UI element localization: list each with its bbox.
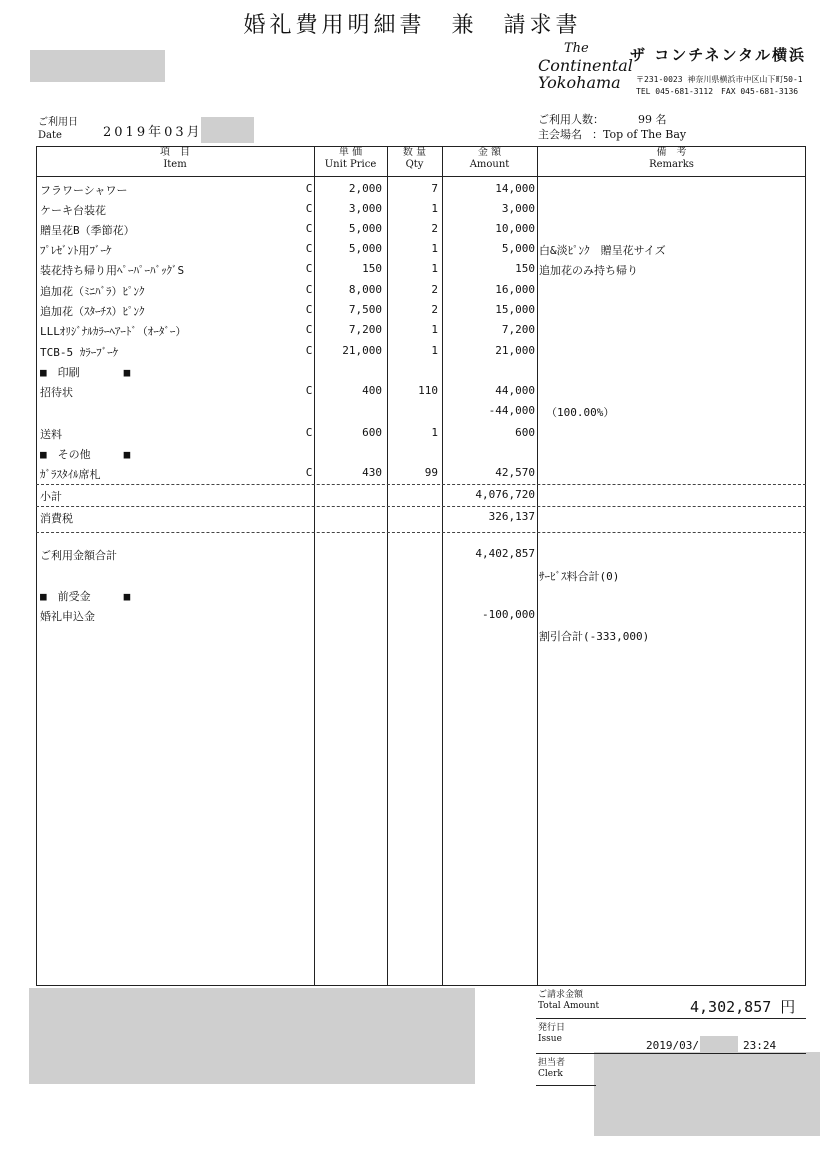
- document-title: 婚礼費用明細書 兼 請求書: [243, 13, 582, 38]
- item-amount: 15,000: [495, 303, 535, 316]
- table-row: [38, 384, 804, 404]
- item-amount: 3,000: [501, 202, 535, 215]
- hotel-logo: [538, 40, 633, 92]
- table-row: [38, 202, 804, 222]
- item-name: 装花持ち帰り用ﾍﾟｰﾊﾟｰﾊﾞｯｸﾞS: [40, 264, 185, 277]
- issue-label: [538, 1023, 565, 1045]
- item-amount: 16,000: [495, 283, 535, 296]
- item-code: C: [305, 242, 313, 255]
- issue-label-jp: 発行日: [538, 1023, 566, 1033]
- guests-value: 99 名: [638, 113, 667, 126]
- logo-the: The: [564, 41, 589, 56]
- logo-yokohama: Yokohama: [538, 73, 621, 92]
- issue-date: 2019/03/: [646, 1039, 699, 1052]
- table-row: [38, 222, 804, 242]
- discount-row: [38, 628, 804, 648]
- subtotal-value: 4,076,720: [475, 488, 535, 501]
- grand-divider: [36, 532, 806, 533]
- header-amount: [442, 147, 537, 171]
- item-code: C: [305, 202, 313, 215]
- grand-total-row: [38, 547, 804, 567]
- tax-row: [38, 510, 804, 530]
- header-qty-jp: 数 量: [402, 147, 427, 158]
- deposit-value: -100,000: [482, 608, 535, 621]
- item-price: 3,000: [348, 202, 382, 215]
- item-price: 430: [362, 466, 382, 479]
- item-amount: 14,000: [495, 182, 535, 195]
- item-qty: 110: [418, 384, 438, 397]
- item-remarks: 追加花のみ持ち帰り: [539, 264, 638, 277]
- item-code: C: [305, 466, 313, 479]
- item-price: 7,200: [348, 323, 382, 336]
- table-row: [38, 262, 804, 282]
- item-qty: 1: [431, 344, 438, 357]
- header-amount-en: Amount: [469, 159, 510, 170]
- total-label-en: Total Amount: [538, 1001, 600, 1011]
- venue-value: ：Top of The Bay: [592, 128, 687, 141]
- section-header-row: [38, 364, 804, 384]
- item-qty: 1: [431, 262, 438, 275]
- item-qty: 2: [431, 283, 438, 296]
- clerk-label-en: Clerk: [538, 1069, 563, 1079]
- redacted-date: [201, 117, 254, 143]
- logo-continental: Continental: [538, 56, 633, 75]
- service-charge-note: ｻｰﾋﾞｽ料合計(0): [539, 570, 620, 583]
- subtotal-label: 小計: [40, 490, 62, 503]
- item-code: C: [305, 384, 313, 397]
- item-price: 600: [362, 426, 382, 439]
- subtotal-row: [38, 488, 804, 508]
- item-name: ケーキ台装花: [40, 204, 106, 217]
- tax-value: 326,137: [488, 510, 535, 523]
- date-label: [38, 116, 78, 142]
- item-name: フラワーシャワー: [40, 184, 128, 197]
- deposit-row: [38, 608, 804, 628]
- header-qty: [387, 147, 442, 171]
- item-name: 招待状: [40, 386, 73, 399]
- table-row: [38, 283, 804, 303]
- item-code: C: [305, 283, 313, 296]
- item-qty: 1: [431, 242, 438, 255]
- item-amount: 150: [515, 262, 535, 275]
- section-header-row: [38, 588, 804, 608]
- clerk-label: [538, 1058, 565, 1080]
- item-qty: 7: [431, 182, 438, 195]
- header-item-jp: 項 目: [160, 147, 190, 158]
- event-meta: [538, 112, 686, 142]
- clerk-underline: [536, 1085, 596, 1086]
- venue-label: 主会場名: [538, 128, 582, 141]
- item-name: ﾌﾟﾚｾﾞﾝﾄ用ﾌﾞｰｹ: [40, 244, 112, 257]
- item-remarks: （100.00%）: [546, 406, 615, 419]
- total-label-jp: ご請求金額: [538, 990, 584, 1000]
- table-row: [38, 303, 804, 323]
- date-label-en: Date: [38, 130, 62, 141]
- item-code: C: [305, 262, 313, 275]
- item-name: TCB-5 ｶﾗｰﾌﾞｰｹ: [40, 346, 119, 359]
- item-qty: 99: [424, 466, 438, 479]
- item-amount: -44,000: [488, 404, 535, 417]
- grand-total-label: ご利用金額合計: [40, 549, 117, 562]
- header-qty-en: Qty: [405, 159, 424, 170]
- redacted-name: [30, 50, 165, 82]
- item-qty: 2: [431, 303, 438, 316]
- header-remarks-en: Remarks: [649, 159, 694, 170]
- deposit-label: 婚礼申込金: [40, 610, 95, 623]
- item-price: 2,000: [348, 182, 382, 195]
- item-qty: 1: [431, 202, 438, 215]
- item-name: LLLｵﾘｼﾞﾅﾙｶﾗｰﾍｱｰﾄﾞ（ｵｰﾀﾞｰ）: [40, 325, 187, 338]
- item-amount: 42,570: [495, 466, 535, 479]
- total-amount: 4,302,857 円: [690, 998, 796, 1016]
- item-price: 5,000: [348, 242, 382, 255]
- item-qty: 1: [431, 323, 438, 336]
- section-header: ■ その他 ■: [40, 448, 131, 461]
- item-name: 追加花（ﾐﾆﾊﾞﾗ）ﾋﾟﾝｸ: [40, 285, 145, 298]
- tax-label: 消費税: [40, 512, 73, 525]
- item-remarks: 白&淡ﾋﾟﾝｸ 贈呈花サイズ: [539, 244, 666, 257]
- table-row: [38, 426, 804, 446]
- header-price: [314, 147, 387, 171]
- header-price-jp: 単 価: [338, 147, 363, 158]
- header-remarks: [537, 147, 806, 171]
- item-price: 400: [362, 384, 382, 397]
- item-code: C: [305, 222, 313, 235]
- item-name: 贈呈花B（季節花）: [40, 224, 135, 237]
- item-name: 追加花（ｽﾀｰﾁｽ）ﾋﾟﾝｸ: [40, 305, 145, 318]
- date-label-jp: ご利用日: [38, 117, 78, 128]
- item-code: C: [305, 323, 313, 336]
- total-label: [538, 990, 599, 1012]
- issue-time: 23:24: [743, 1039, 777, 1052]
- table-row: [38, 404, 804, 424]
- hotel-address: [636, 74, 803, 98]
- item-price: 7,500: [348, 303, 382, 316]
- table-row: [38, 344, 804, 364]
- service-row: [38, 568, 804, 588]
- item-amount: 10,000: [495, 222, 535, 235]
- item-price: 150: [362, 262, 382, 275]
- date-value: 2019年03月: [103, 125, 203, 140]
- clerk-label-jp: 担当者: [538, 1058, 566, 1068]
- tel-fax-line: TEL 045-681-3112 FAX 045-681-3136: [636, 87, 799, 96]
- item-qty: 1: [431, 426, 438, 439]
- hotel-name: ザ コンチネンタル横浜: [630, 46, 807, 64]
- item-amount: 44,000: [495, 384, 535, 397]
- item-qty: 2: [431, 222, 438, 235]
- redacted-clerk: [594, 1052, 820, 1136]
- guests-label: ご利用人数：: [538, 113, 604, 126]
- item-price: 21,000: [342, 344, 382, 357]
- grand-total-value: 4,402,857: [475, 547, 535, 560]
- table-row: [38, 466, 804, 486]
- table-row: [38, 323, 804, 343]
- header-item-en: Item: [163, 159, 187, 170]
- table-row: [38, 182, 804, 202]
- item-name: ｶﾞﾗｽﾀｲﾙ席札: [40, 468, 101, 481]
- item-amount: 5,000: [501, 242, 535, 255]
- issue-label-en: Issue: [538, 1034, 562, 1044]
- section-header: ■ 印刷 ■: [40, 366, 131, 379]
- table-row: [38, 242, 804, 262]
- header-remarks-jp: 備 考: [656, 147, 687, 158]
- item-price: 5,000: [348, 222, 382, 235]
- issue-underline: [536, 1053, 806, 1054]
- item-amount: 7,200: [501, 323, 535, 336]
- item-code: C: [305, 303, 313, 316]
- item-code: C: [305, 182, 313, 195]
- item-amount: 21,000: [495, 344, 535, 357]
- section-header: ■ 前受金 ■: [40, 590, 131, 603]
- section-header-row: [38, 446, 804, 466]
- discount-note: 割引合計(-333,000): [539, 630, 650, 643]
- header-divider: [36, 176, 806, 177]
- item-code: C: [305, 344, 313, 357]
- item-code: C: [305, 426, 313, 439]
- item-amount: 600: [515, 426, 535, 439]
- total-underline: [536, 1018, 806, 1019]
- header-item: [36, 147, 314, 171]
- item-name: 送料: [40, 428, 62, 441]
- header-amount-jp: 金 額: [477, 147, 502, 158]
- header-price-en: Unit Price: [324, 159, 377, 170]
- item-price: 8,000: [348, 283, 382, 296]
- address-line: 〒231-0023 神奈川県横浜市中区山下町50-1: [636, 75, 803, 84]
- redacted-block-left: [29, 988, 475, 1084]
